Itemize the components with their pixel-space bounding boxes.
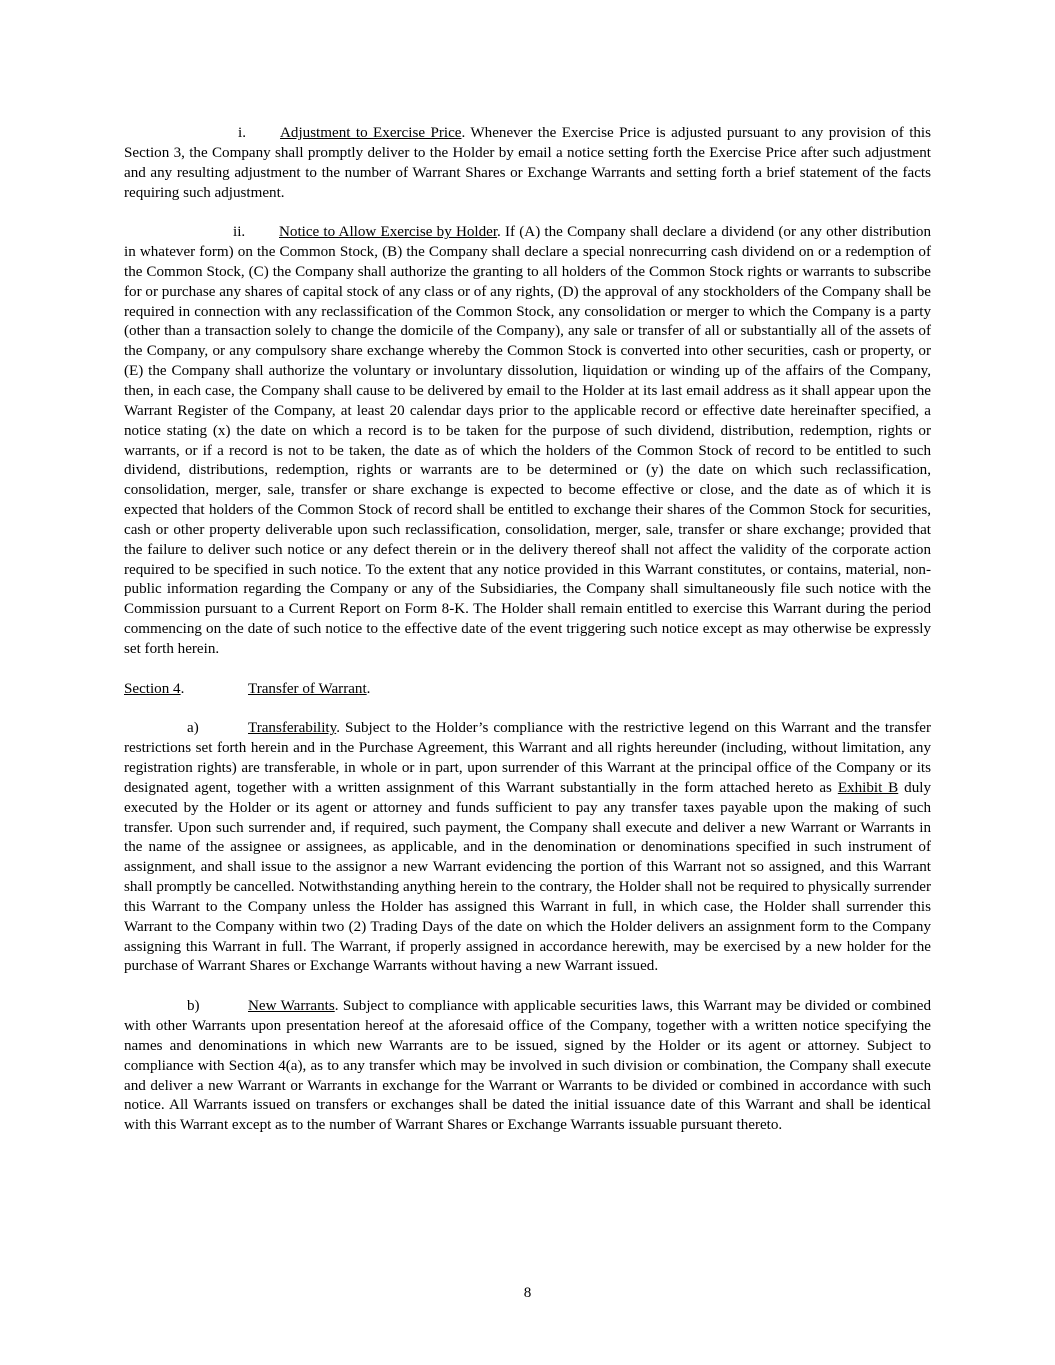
exhibit-reference: Exhibit B [837, 779, 899, 796]
paragraph-text: . Subject to compliance with applicable securities laws, this Warrant may be divided or combined with other Warrants upon presentation hereof at the aforesaid office of the Company, together with a written notice specifying the names and denominations in which new Warrants are to be issued, signed by the Holder or its agent or attorney. Subject to compliance with Section 4(a), as to any transfer which may be involved in such division or combination, the Company shall execute and deliver a new Warrant or Warrants in exchange for the Warrant or Warrants to be divided or combined in accordance with such notice. All Warrants issued on transfers or exchanges shall be dated the initial issuance date of this Warrant and shall be identical with this Warrant except as to the number of Warrant Shares or Exchange Warrants issuable pursuant thereto. [124, 998, 932, 1134]
paragraph-adjustment-to-exercise-price [124, 124, 931, 203]
paragraph-transferability [124, 719, 931, 977]
section-4-heading [124, 680, 931, 700]
section-number-suffix: . [180, 680, 185, 697]
paragraph-number: i. [238, 125, 246, 141]
paragraph-text: . If (A) the Company shall declare a dividend (or any other distribution in whatever form) on the Common Stock, (B) the Company shall declare a special nonrecurring cash dividend on or a redemption of the Common Stock, (C) the Company shall authorize the granting to all holders of the Common Stock rights or warrants to subscribe for or purchase any shares of capital stock of any class or of any rights, (D) the approval of any stockholders of the Company shall be required in connection with any reclassification of the Common Stock, any consolidation or merger to which the Company is a party (other than a transaction solely to change the domicile of the Company), any sale or transfer of all or substantially all of the assets of the Company, or any compulsory share exchange whereby the Common Stock is converted into other securities, cash or property, or (E) the Company shall authorize the voluntary or involuntary dissolution, liquidation or winding up of the affairs of the Company, then, in each case, the Company shall cause to be delivered by email to the Holder at its last email address as it shall appear upon the Warrant Register of the Company, at least 20 calendar days prior to the applicable record or effective date hereinafter specified, a notice stating (x) the date on which a record is to be taken for the purpose of such dividend, distribution, redemption, rights or warrants, or if a record is not to be taken, the date as of which the holders of the Common Stock of record to be entitled to such dividend, distributions, redemption, rights or warrants are to be determined or (y) the date on which such reclassification, consolidation, merger, sale, transfer or share exchange is expected to become effective or close, and the date as of which it is expected that holders of the Common Stock of record shall be entitled to exchange their shares of the Common Stock for securities, cash or other property deliverable upon such reclassification, consolidation, merger, sale, transfer or share exchange; provided that the failure to deliver such notice or any defect therein or in the delivery thereof shall not affect the validity of the corporate action required to be specified in such notice. To the extent that any notice provided in this Warrant constitutes, or contains, material, non-public information regarding the Company or any of the Subsidiaries, the Company shall simultaneously file such notice with the Commission pursuant to a Current Report on Form 8-K. The Holder shall remain entitled to exercise this Warrant during the period commencing on the date of such notice to the effective date of the event triggering such notice except as may otherwise be expressly set forth herein. [124, 224, 931, 657]
paragraph-number: a) [187, 720, 199, 737]
section-title: Transfer of Warrant [248, 680, 367, 697]
paragraph-new-warrants [124, 997, 931, 1136]
paragraph-text: . Subject to the Holder’s compliance with the restrictive legend on this Warrant and the transfer restrictions set forth herein and in the Purchase Agreement, this Warrant and all rights hereunder (including, without limitation, any registration rights) are transferable, in whole or in part, upon surrender of this Warrant at the principal office of the Company or its designated agent, together with a written assignment of this Warrant substantially in the form attached hereto as [124, 720, 931, 796]
section-title-suffix: . [366, 680, 371, 697]
paragraph-heading: Notice to Allow Exercise by Holder [279, 224, 498, 241]
paragraph-heading: Adjustment to Exercise Price [280, 125, 462, 141]
section-number: Section 4 [124, 680, 181, 697]
paragraph-notice-to-allow-exercise [124, 223, 931, 660]
paragraph-heading: Transferability [248, 720, 337, 737]
paragraph-number: ii. [233, 224, 246, 241]
paragraph-text-continued: duly executed by the Holder or its agent or attorney and funds sufficient to pay any transfer taxes payable upon the making of such transfer. Upon such surrender and, if required, such payment, the Company shall execute and deliver a new Warrant or Warrants in the name of the assignee or assignees, as applicable, and in the denomination or denominations specified in such instrument of assignment, and shall issue to the assignor a new Warrant evidencing the portion of this Warrant not so assigned, and this Warrant shall promptly be cancelled. Notwithstanding anything herein to the contrary, the Holder shall not be required to physically surrender this Warrant to the Company unless the Holder has assigned this Warrant in full, in which case, the Holder shall surrender this Warrant to the Company within two (2) Trading Days of the date on which the Holder delivers an assignment form to the Company assigning this Warrant in full. The Warrant, if properly assigned in accordance herewith, may be exercised by a new holder for the purchase of Warrant Shares or Exchange Warrants without having a new Warrant issued. [124, 779, 931, 975]
page-number: 8 [523, 1285, 532, 1301]
paragraph-text: . Whenever the Exercise Price is adjusted pursuant to any provision of this Section 3, the Company shall promptly deliver to the Holder by email a notice setting forth the Exercise Price after such adjustment and any resulting adjustment to the number of Warrant Shares or Exchange Warrants and setting forth a brief statement of the facts requiring such adjustment. [124, 125, 931, 201]
paragraph-heading: New Warrants [248, 998, 335, 1015]
paragraph-number: b) [187, 998, 200, 1015]
document-page [124, 124, 931, 1136]
